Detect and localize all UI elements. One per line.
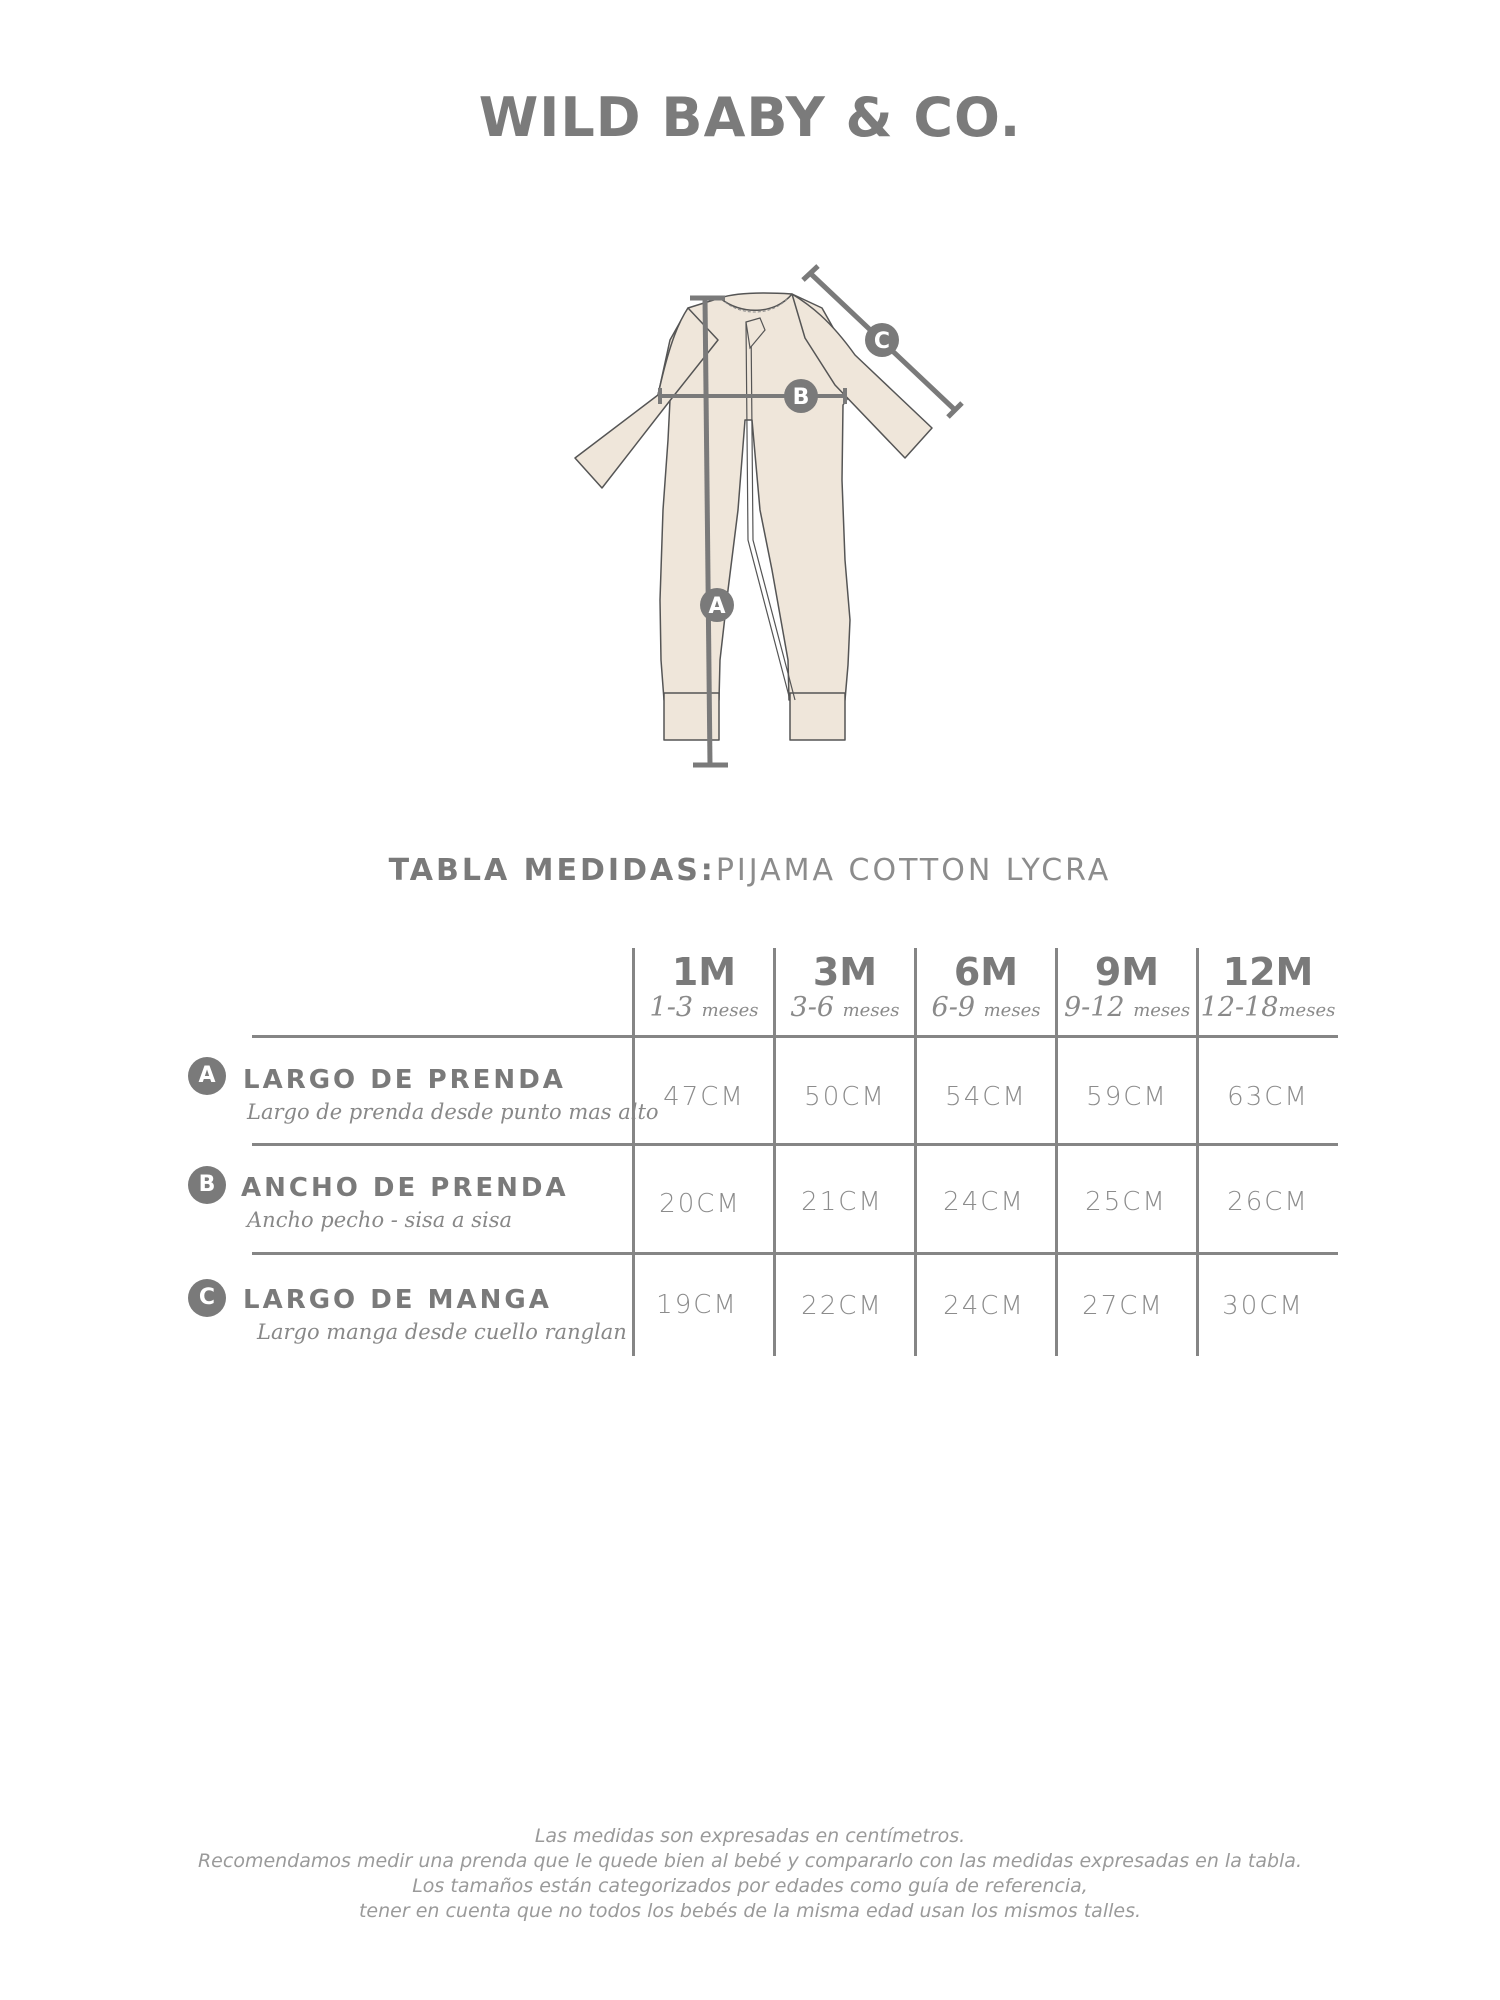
svg-text:A: A — [708, 594, 726, 619]
size-code: 6M — [953, 950, 1019, 994]
cell-c-9m: 27CM — [1082, 1291, 1164, 1321]
row-sub-largo-manga: Largo manga desde cuello ranglan — [257, 1320, 627, 1344]
size-header-9m — [1057, 952, 1197, 1027]
svg-text:B: B — [792, 385, 810, 410]
size-range: 3-6 meses — [790, 992, 900, 1023]
size-code: 3M — [812, 950, 878, 994]
size-code: 9M — [1094, 950, 1160, 994]
cell-c-3m: 22CM — [801, 1291, 883, 1321]
badge-b-icon: B — [188, 1166, 226, 1204]
footnote-line: Los tamaños están categorizados por edades como guía de referencia, — [412, 1875, 1088, 1897]
badge-a-icon: A — [188, 1057, 226, 1095]
size-range: 1-3 meses — [649, 992, 759, 1023]
cell-b-12m: 26CM — [1227, 1187, 1309, 1217]
svg-text:C: C — [873, 329, 891, 354]
size-code: 1M — [671, 950, 737, 994]
footnote-line: tener en cuenta que no todos los bebés de la misma edad usan los mismos talles. — [358, 1900, 1142, 1922]
grid-line — [252, 1252, 1338, 1255]
cell-c-6m: 24CM — [943, 1291, 1025, 1321]
size-range: 9-12 meses — [1063, 992, 1191, 1023]
cell-a-1m: 47CM — [663, 1082, 745, 1112]
cell-c-1m: 19CM — [656, 1290, 738, 1320]
row-sub-largo-prenda: Largo de prenda desde punto mas alto — [247, 1100, 659, 1124]
romper-illustration — [560, 260, 980, 780]
size-range: 12-18meses — [1200, 992, 1336, 1023]
cell-b-1m: 20CM — [659, 1189, 741, 1219]
size-range: 6-9 meses — [931, 992, 1041, 1023]
cell-b-9m: 25CM — [1085, 1187, 1167, 1217]
footnote-line: Recomendamos medir una prenda que le quede bien al bebé y compararlo con las medidas expresadas en la tabla. — [197, 1850, 1302, 1872]
row-label-largo-prenda: LARGO DE PRENDA — [243, 1065, 566, 1095]
table-title-bold: TABLA MEDIDAS: — [388, 853, 716, 888]
cell-a-9m: 59CM — [1086, 1082, 1168, 1112]
size-header-12m — [1198, 952, 1338, 1027]
grid-line — [252, 1143, 1338, 1146]
footnote-line: Las medidas son expresadas en centímetros. — [534, 1825, 966, 1847]
cell-a-12m: 63CM — [1227, 1082, 1309, 1112]
badge-c-icon: C — [188, 1279, 226, 1317]
size-header-3m — [775, 952, 915, 1027]
cell-a-3m: 50CM — [804, 1082, 886, 1112]
cell-b-3m: 21CM — [801, 1187, 883, 1217]
grid-line — [252, 1035, 1338, 1038]
footnote — [0, 1824, 1500, 1924]
table-title — [0, 852, 1500, 888]
cell-b-6m: 24CM — [943, 1187, 1025, 1217]
cell-c-12m: 30CM — [1222, 1291, 1304, 1321]
brand-title: WILD BABY & CO. — [478, 86, 1022, 149]
table-title-product: PIJAMA COTTON LYCRA — [715, 853, 1112, 888]
row-label-largo-manga: LARGO DE MANGA — [243, 1285, 552, 1315]
row-sub-ancho-prenda: Ancho pecho - sisa a sisa — [247, 1208, 512, 1232]
cell-a-6m: 54CM — [945, 1082, 1027, 1112]
size-code: 12M — [1222, 950, 1314, 994]
size-header-6m — [916, 952, 1056, 1027]
size-header-1m — [634, 952, 774, 1027]
row-label-ancho-prenda: ANCHO DE PRENDA — [241, 1173, 569, 1203]
